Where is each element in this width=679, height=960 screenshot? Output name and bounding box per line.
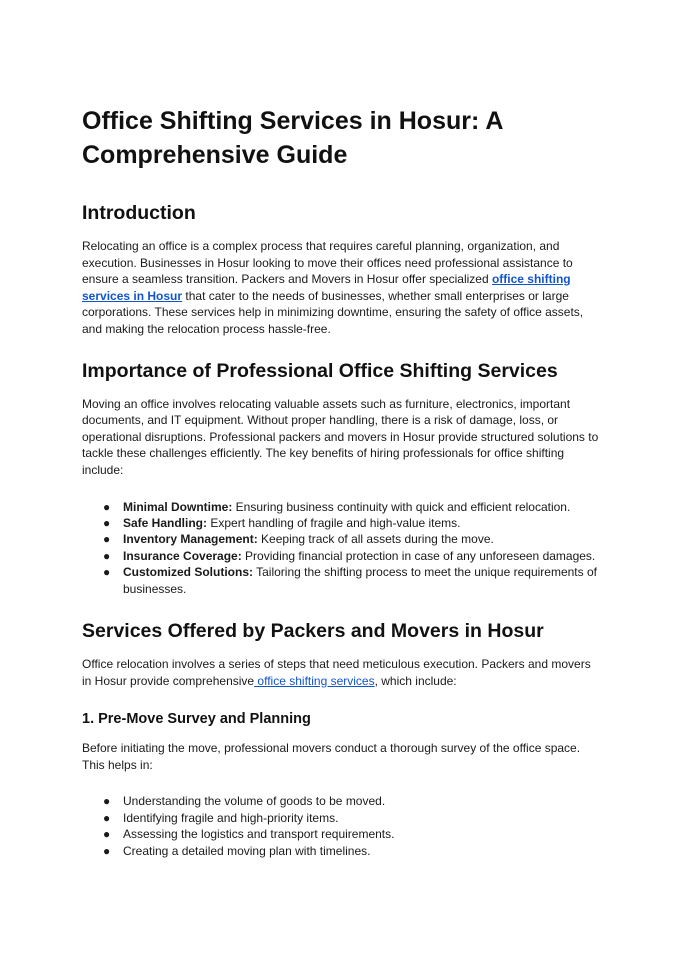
benefit-label: Customized Solutions: (123, 565, 253, 580)
bullet-icon: ● (103, 843, 111, 858)
list-item (103, 564, 599, 597)
survey-paragraph: Before initiating the move, professional movers conduct a thorough survey of the office space. This helps in: (82, 741, 581, 772)
bullet-icon: ● (103, 565, 111, 580)
benefit-label: Minimal Downtime: (123, 499, 233, 514)
bullet-icon: ● (103, 794, 111, 809)
intro-heading: Introduction (82, 202, 196, 224)
list-item (103, 515, 599, 531)
intro-text-before: Relocating an office is a complex process that requires careful planning, organization, and execution. Businesses in Hosur looking to move their offices need professional assistance to ensure a seamless transition. Packers and Movers in Hosur offer specialized (82, 239, 573, 287)
intro-paragraph (82, 238, 599, 338)
bullet-icon: ● (103, 548, 111, 563)
bullet-icon: ● (103, 810, 111, 825)
importance-heading: Importance of Professional Office Shifting Services (82, 359, 558, 382)
survey-item-text: Assessing the logistics and transport requirements. (123, 827, 395, 842)
benefit-label: Inventory Management: (123, 532, 258, 547)
survey-item-text: Identifying fragile and high-priority items. (123, 810, 339, 825)
services-heading: Services Offered by Packers and Movers in Hosur (82, 619, 544, 642)
list-item (103, 843, 599, 859)
intro-text-after: that cater to the needs of businesses, whether small enterprises or large corporations. These services help in minimizing downtime, ensuring the safety of office assets, and making the relocation process hassle-free. (82, 288, 584, 336)
benefit-label: Safe Handling: (123, 515, 208, 530)
list-item (103, 548, 599, 564)
survey-heading: 1. Pre-Move Survey and Planning (82, 711, 311, 728)
bullet-icon: ● (103, 827, 111, 842)
list-item (103, 793, 599, 809)
list-item (103, 531, 599, 547)
bullet-icon: ● (103, 515, 111, 530)
services-paragraph (82, 656, 599, 689)
services-text-after: , which include: (374, 673, 457, 688)
bullet-icon: ● (103, 532, 111, 547)
list-item (103, 826, 599, 842)
benefit-text: Keeping track of all assets during the move. (257, 532, 494, 547)
page-title: Office Shifting Services in Hosur: A Comprehensive Guide (82, 107, 503, 169)
office-shifting-services-link[interactable]: office shifting services (254, 673, 375, 688)
benefit-text: Expert handling of fragile and high-value items. (207, 515, 461, 530)
list-item (103, 810, 599, 826)
services-text-before: Office relocation involves a series of steps that need meticulous execution. Packers and movers in Hosur provide comprehensive (82, 656, 591, 688)
office-shifting-hosur-link[interactable]: office shifting services in Hosur (82, 272, 571, 303)
bullet-icon: ● (103, 499, 111, 514)
importance-paragraph: Moving an office involves relocating valuable assets such as furniture, electronics, important documents, and IT equipment. Without proper handling, there is a risk of damage, loss, or operational disruptions. Professional packers and movers in Hosur provide structured solutions to tackle these challenges efficiently. The key benefits of hiring professionals for office shifting include: (82, 396, 599, 477)
benefit-text: Tailoring the shifting process to meet the unique requirements of businesses. (123, 565, 597, 596)
survey-item-text: Creating a detailed moving plan with timelines. (123, 843, 371, 858)
survey-item-text: Understanding the volume of goods to be moved. (123, 794, 386, 809)
benefit-text: Providing financial protection in case of any unforeseen damages. (241, 548, 596, 563)
survey-list (82, 793, 599, 859)
benefit-text: Ensuring business continuity with quick and efficient relocation. (232, 499, 571, 514)
benefit-label: Insurance Coverage: (123, 548, 242, 563)
list-item (103, 499, 599, 515)
benefits-list (82, 499, 599, 597)
